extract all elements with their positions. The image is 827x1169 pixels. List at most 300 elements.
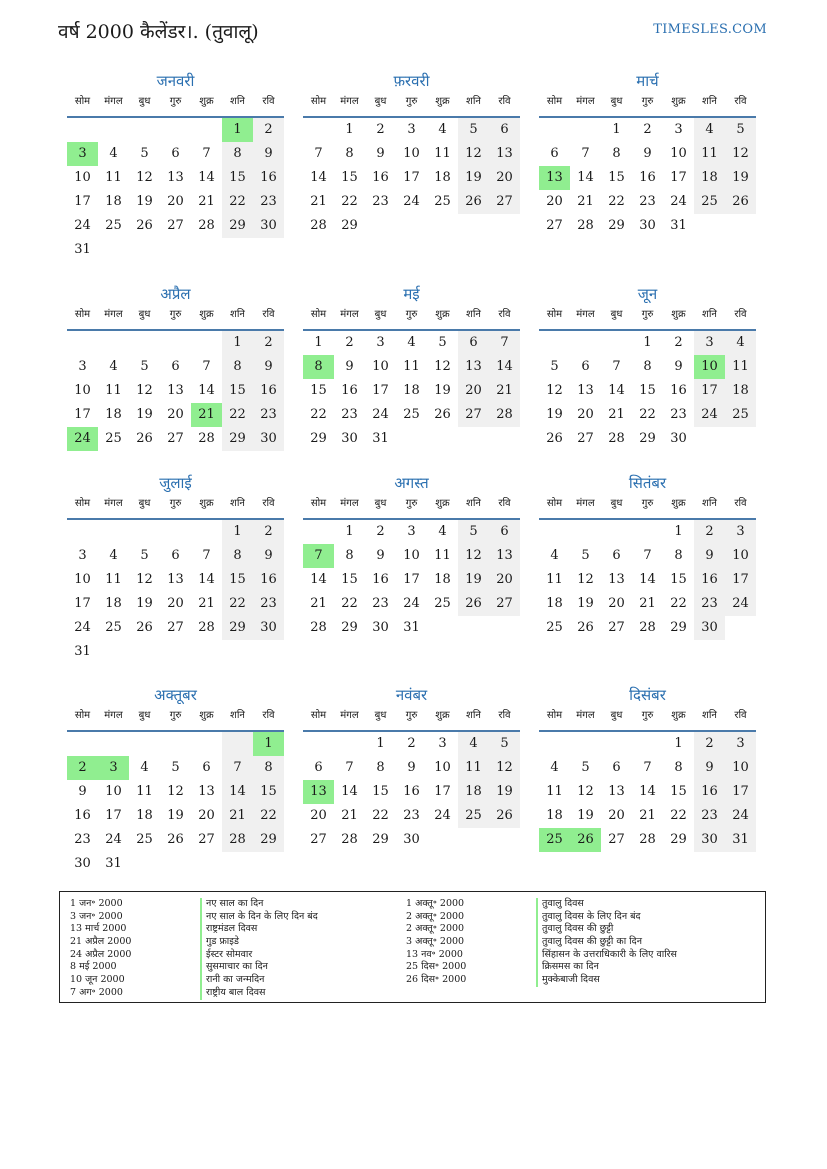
weekday-label: शुक्र (671, 309, 686, 320)
day-cell: 13 (539, 166, 570, 190)
week-row (67, 142, 284, 166)
empty-cell (67, 118, 98, 142)
weekday-label: मंगल (104, 96, 123, 107)
empty-cell (98, 732, 129, 756)
weekday-label: शुक्र (671, 96, 686, 107)
month-name: जून (637, 285, 658, 303)
day-cell: 21 (198, 194, 215, 209)
day-cell: 30 (253, 214, 284, 238)
day-cell: 22 (372, 808, 389, 823)
day-cell: 14 (222, 780, 253, 804)
month-9 (539, 472, 756, 640)
empty-cell (632, 732, 663, 756)
week-row (303, 331, 520, 355)
empty-cell (365, 214, 396, 238)
day-cell: 28 (489, 403, 520, 427)
week-row (539, 142, 756, 166)
holiday-name: नए साल का दिन (200, 898, 318, 911)
weekday-label: शनि (702, 498, 717, 509)
holiday-date: 8 मई 2000 (70, 961, 117, 973)
day-cell: 13 (303, 780, 334, 804)
day-cell: 19 (577, 596, 594, 611)
day-cell: 12 (136, 572, 153, 587)
weekday-label: गुरु (641, 309, 654, 320)
weekday-label: रवि (498, 498, 511, 509)
holiday-names-left (200, 898, 318, 1000)
weekday-label: गुरु (169, 309, 182, 320)
weekday-label: रवि (734, 309, 747, 320)
day-cell: 17 (372, 383, 389, 398)
day-cell: 13 (198, 784, 215, 799)
day-cell: 26 (725, 190, 756, 214)
day-cell: 9 (643, 146, 652, 161)
day-cell: 4 (550, 760, 559, 775)
month-12 (539, 684, 756, 852)
day-cell: 8 (643, 359, 652, 374)
week-row (67, 568, 284, 592)
day-cell: 6 (550, 146, 559, 161)
day-cell: 16 (694, 568, 725, 592)
weekday-label: बुध (610, 96, 623, 107)
week-row (303, 355, 520, 379)
day-cell: 2 (376, 524, 385, 539)
day-cell: 27 (489, 592, 520, 616)
day-cell: 22 (670, 808, 687, 823)
day-cell: 12 (167, 784, 184, 799)
empty-cell (160, 520, 191, 544)
month-name: अगस्त (394, 474, 429, 492)
day-cell: 15 (310, 383, 327, 398)
weekday-label: बुध (138, 96, 151, 107)
week-row (67, 190, 284, 214)
week-row (67, 780, 284, 804)
week-row (303, 568, 520, 592)
day-cell: 24 (694, 403, 725, 427)
day-cell: 20 (577, 407, 594, 422)
day-cell: 29 (341, 218, 358, 233)
week-row (303, 190, 520, 214)
holiday-date: 2 अक्तू॰ 2000 (406, 923, 465, 935)
day-cell: 22 (310, 407, 327, 422)
empty-cell (253, 640, 284, 664)
day-cell: 6 (171, 548, 180, 563)
day-cell: 19 (167, 808, 184, 823)
day-cell: 6 (171, 146, 180, 161)
day-cell: 19 (136, 596, 153, 611)
week-row (303, 828, 520, 852)
day-cell: 11 (105, 572, 122, 587)
day-cell: 25 (403, 407, 420, 422)
day-cell: 29 (670, 832, 687, 847)
weekday-label: गुरु (169, 710, 182, 721)
day-cell: 7 (489, 331, 520, 355)
day-cell: 20 (198, 808, 215, 823)
week-row (303, 520, 520, 544)
month-6 (539, 283, 756, 451)
day-cell: 13 (167, 170, 184, 185)
day-cell: 1 (222, 331, 253, 355)
day-cell: 11 (136, 784, 153, 799)
holiday-dates-left (70, 898, 131, 1000)
day-cell: 18 (105, 194, 122, 209)
day-cell: 9 (694, 756, 725, 780)
day-cell: 17 (670, 170, 687, 185)
weekday-label: सोम (546, 710, 563, 721)
day-cell: 1 (253, 732, 284, 756)
day-cell: 2 (694, 520, 725, 544)
day-cell: 23 (253, 190, 284, 214)
day-cell: 4 (109, 548, 118, 563)
empty-cell (539, 331, 570, 355)
day-cell: 7 (202, 359, 211, 374)
empty-cell (98, 640, 129, 664)
day-cell: 15 (222, 166, 253, 190)
day-cell: 18 (546, 596, 563, 611)
day-cell: 30 (670, 431, 687, 446)
day-cell: 30 (694, 616, 725, 640)
day-cell: 27 (167, 620, 184, 635)
weekday-label: सोम (74, 710, 91, 721)
day-cell: 5 (581, 548, 590, 563)
day-cell: 30 (341, 431, 358, 446)
day-cell: 29 (222, 427, 253, 451)
week-row (539, 214, 756, 238)
week-row (539, 732, 756, 756)
day-cell: 6 (314, 760, 323, 775)
empty-cell (694, 214, 725, 238)
holiday-name: तुवालु दिवस (536, 898, 677, 911)
day-cell: 4 (407, 335, 416, 350)
day-cell: 13 (608, 784, 625, 799)
day-cell: 14 (310, 170, 327, 185)
day-cell: 9 (376, 548, 385, 563)
weekday-header (67, 92, 284, 118)
day-cell: 23 (403, 808, 420, 823)
weekday-header (67, 706, 284, 732)
holiday-date: 24 अप्रैल 2000 (70, 948, 132, 960)
day-cell: 7 (202, 548, 211, 563)
day-cell: 11 (458, 756, 489, 780)
day-cell: 5 (725, 118, 756, 142)
day-cell: 21 (222, 804, 253, 828)
holiday-dates-right (406, 898, 466, 987)
week-row (539, 403, 756, 427)
day-cell: 2 (253, 520, 284, 544)
day-cell: 15 (372, 784, 389, 799)
month-11 (303, 684, 520, 852)
week-row (67, 403, 284, 427)
day-cell: 15 (253, 780, 284, 804)
empty-cell (632, 520, 663, 544)
day-cell: 3 (78, 548, 87, 563)
holiday-name: रानी का जन्मदिन (200, 974, 318, 987)
day-cell: 11 (546, 572, 563, 587)
day-cell: 8 (345, 146, 354, 161)
weekday-label: रवि (498, 710, 511, 721)
day-cell: 6 (489, 118, 520, 142)
day-cell: 18 (136, 808, 153, 823)
weekday-label: शनि (230, 710, 245, 721)
day-cell: 26 (570, 828, 601, 852)
weekday-label: रवि (734, 710, 747, 721)
day-cell: 15 (341, 170, 358, 185)
day-cell: 9 (78, 784, 87, 799)
week-row (67, 544, 284, 568)
week-row (539, 568, 756, 592)
day-cell: 16 (74, 808, 91, 823)
empty-cell (191, 852, 222, 876)
day-cell: 26 (167, 832, 184, 847)
day-cell: 25 (434, 194, 451, 209)
holiday-date: 13 मार्च 2000 (70, 923, 127, 935)
day-cell: 28 (222, 828, 253, 852)
week-row (67, 804, 284, 828)
weekday-label: गुरु (169, 498, 182, 509)
weekday-label: रवि (262, 309, 275, 320)
day-cell: 14 (639, 784, 656, 799)
week-row (539, 520, 756, 544)
day-cell: 3 (407, 122, 416, 137)
day-cell: 10 (725, 756, 756, 780)
day-cell: 18 (725, 379, 756, 403)
day-cell: 16 (670, 383, 687, 398)
day-cell: 9 (674, 359, 683, 374)
day-cell: 17 (74, 596, 91, 611)
day-cell: 17 (725, 780, 756, 804)
day-cell: 16 (694, 780, 725, 804)
day-cell: 9 (694, 544, 725, 568)
day-cell: 27 (608, 832, 625, 847)
weekday-label: सोम (310, 96, 327, 107)
day-cell: 27 (608, 620, 625, 635)
week-row (303, 427, 520, 451)
empty-cell (191, 640, 222, 664)
empty-cell (539, 732, 570, 756)
week-row (539, 804, 756, 828)
week-row (303, 142, 520, 166)
weekday-label: रवि (734, 498, 747, 509)
site-link[interactable]: TIMESLES.COM (653, 22, 767, 37)
day-cell: 8 (674, 548, 683, 563)
empty-cell (129, 852, 160, 876)
day-cell: 16 (372, 170, 389, 185)
day-cell: 5 (140, 359, 149, 374)
weekday-label: सोम (546, 96, 563, 107)
day-cell: 10 (403, 146, 420, 161)
holiday-date: 1 जन॰ 2000 (70, 898, 123, 909)
day-cell: 10 (403, 548, 420, 563)
day-cell: 11 (434, 146, 451, 161)
day-cell: 26 (434, 407, 451, 422)
day-cell: 22 (639, 407, 656, 422)
day-cell: 31 (725, 828, 756, 852)
day-cell: 7 (314, 146, 323, 161)
day-cell: 23 (253, 403, 284, 427)
month-1 (67, 70, 284, 262)
empty-cell (191, 520, 222, 544)
weekday-label: बुध (138, 309, 151, 320)
day-cell: 9 (345, 359, 354, 374)
empty-cell (725, 616, 756, 640)
day-cell: 21 (341, 808, 358, 823)
day-cell: 8 (222, 355, 253, 379)
empty-cell (222, 732, 253, 756)
holiday-name: सुसमाचार का दिन (200, 961, 318, 974)
day-cell: 29 (608, 218, 625, 233)
weekday-label: रवि (262, 96, 275, 107)
day-cell: 7 (612, 359, 621, 374)
weekday-label: सोम (74, 498, 91, 509)
day-cell: 25 (694, 190, 725, 214)
day-cell: 24 (725, 804, 756, 828)
weekday-label: शनि (702, 96, 717, 107)
weekday-label: गुरु (405, 309, 418, 320)
day-cell: 25 (136, 832, 153, 847)
day-cell: 30 (639, 218, 656, 233)
day-cell: 5 (171, 760, 180, 775)
day-cell: 5 (438, 335, 447, 350)
day-cell: 4 (438, 122, 447, 137)
weekday-label: शुक्र (199, 498, 214, 509)
day-cell: 5 (140, 146, 149, 161)
empty-cell (222, 640, 253, 664)
weekday-label: मंगल (576, 309, 595, 320)
day-cell: 25 (105, 620, 122, 635)
day-cell: 5 (550, 359, 559, 374)
day-cell: 23 (74, 832, 91, 847)
weekday-label: मंगल (340, 309, 359, 320)
day-cell: 25 (105, 218, 122, 233)
day-cell: 20 (489, 568, 520, 592)
month-name: सितंबर (628, 474, 667, 492)
empty-cell (253, 852, 284, 876)
day-cell: 10 (694, 355, 725, 379)
day-cell: 21 (489, 379, 520, 403)
empty-cell (427, 214, 458, 238)
day-cell: 25 (539, 828, 570, 852)
day-cell: 7 (643, 548, 652, 563)
day-cell: 29 (222, 214, 253, 238)
weekday-label: शनि (466, 710, 481, 721)
day-cell: 24 (403, 596, 420, 611)
weekday-label: सोम (546, 309, 563, 320)
month-name: नवंबर (395, 686, 428, 704)
day-cell: 7 (345, 760, 354, 775)
empty-cell (570, 520, 601, 544)
empty-cell (222, 852, 253, 876)
day-cell: 22 (341, 596, 358, 611)
empty-cell (129, 640, 160, 664)
day-cell: 15 (341, 572, 358, 587)
week-row (67, 331, 284, 355)
day-cell: 28 (639, 832, 656, 847)
day-cell: 20 (167, 194, 184, 209)
day-cell: 12 (458, 544, 489, 568)
day-cell: 19 (136, 194, 153, 209)
week-row (303, 804, 520, 828)
month-5 (303, 283, 520, 451)
empty-cell (725, 214, 756, 238)
day-cell: 28 (198, 620, 215, 635)
month-name: जनवरी (156, 72, 195, 90)
empty-cell (191, 238, 222, 262)
day-cell: 19 (546, 407, 563, 422)
empty-cell (570, 331, 601, 355)
day-cell: 3 (98, 756, 129, 780)
day-cell: 10 (74, 170, 91, 185)
day-cell: 31 (105, 856, 122, 871)
day-cell: 30 (74, 856, 91, 871)
empty-cell (601, 520, 632, 544)
day-cell: 23 (639, 194, 656, 209)
day-cell: 20 (608, 808, 625, 823)
day-cell: 22 (341, 194, 358, 209)
empty-cell (191, 118, 222, 142)
empty-cell (129, 331, 160, 355)
week-row (539, 780, 756, 804)
day-cell: 8 (253, 756, 284, 780)
day-cell: 9 (407, 760, 416, 775)
week-row (303, 544, 520, 568)
weekday-label: बुध (374, 498, 387, 509)
empty-cell (694, 427, 725, 451)
day-cell: 25 (434, 596, 451, 611)
day-cell: 27 (167, 218, 184, 233)
day-cell: 14 (489, 355, 520, 379)
week-row (303, 166, 520, 190)
weekday-label: मंगल (104, 309, 123, 320)
day-cell: 23 (341, 407, 358, 422)
month-name: मार्च (636, 72, 659, 90)
day-cell: 21 (310, 596, 327, 611)
day-cell: 28 (310, 218, 327, 233)
day-cell: 24 (725, 592, 756, 616)
day-cell: 3 (78, 359, 87, 374)
day-cell: 10 (372, 359, 389, 374)
day-cell: 8 (345, 548, 354, 563)
week-row (303, 592, 520, 616)
day-cell: 11 (434, 548, 451, 563)
weekday-label: शनि (466, 498, 481, 509)
day-cell: 9 (253, 355, 284, 379)
day-cell: 5 (489, 732, 520, 756)
day-cell: 3 (725, 520, 756, 544)
week-row (67, 828, 284, 852)
day-cell: 3 (694, 331, 725, 355)
day-cell: 23 (670, 407, 687, 422)
day-cell: 30 (253, 616, 284, 640)
weekday-label: शुक्र (435, 96, 450, 107)
week-row (303, 616, 520, 640)
weekday-label: सोम (546, 498, 563, 509)
empty-cell (458, 427, 489, 451)
weekday-label: शुक्र (435, 498, 450, 509)
empty-cell (489, 427, 520, 451)
day-cell: 13 (458, 355, 489, 379)
weekday-label: बुध (610, 710, 623, 721)
weekday-label: सोम (74, 96, 91, 107)
week-row (67, 640, 284, 664)
day-cell: 12 (546, 383, 563, 398)
month-2 (303, 70, 520, 238)
month-name: फ़रवरी (393, 72, 430, 90)
day-cell: 13 (167, 572, 184, 587)
day-cell: 26 (136, 218, 153, 233)
day-cell: 30 (372, 620, 389, 635)
day-cell: 15 (222, 568, 253, 592)
weekday-header (303, 305, 520, 331)
empty-cell (98, 118, 129, 142)
